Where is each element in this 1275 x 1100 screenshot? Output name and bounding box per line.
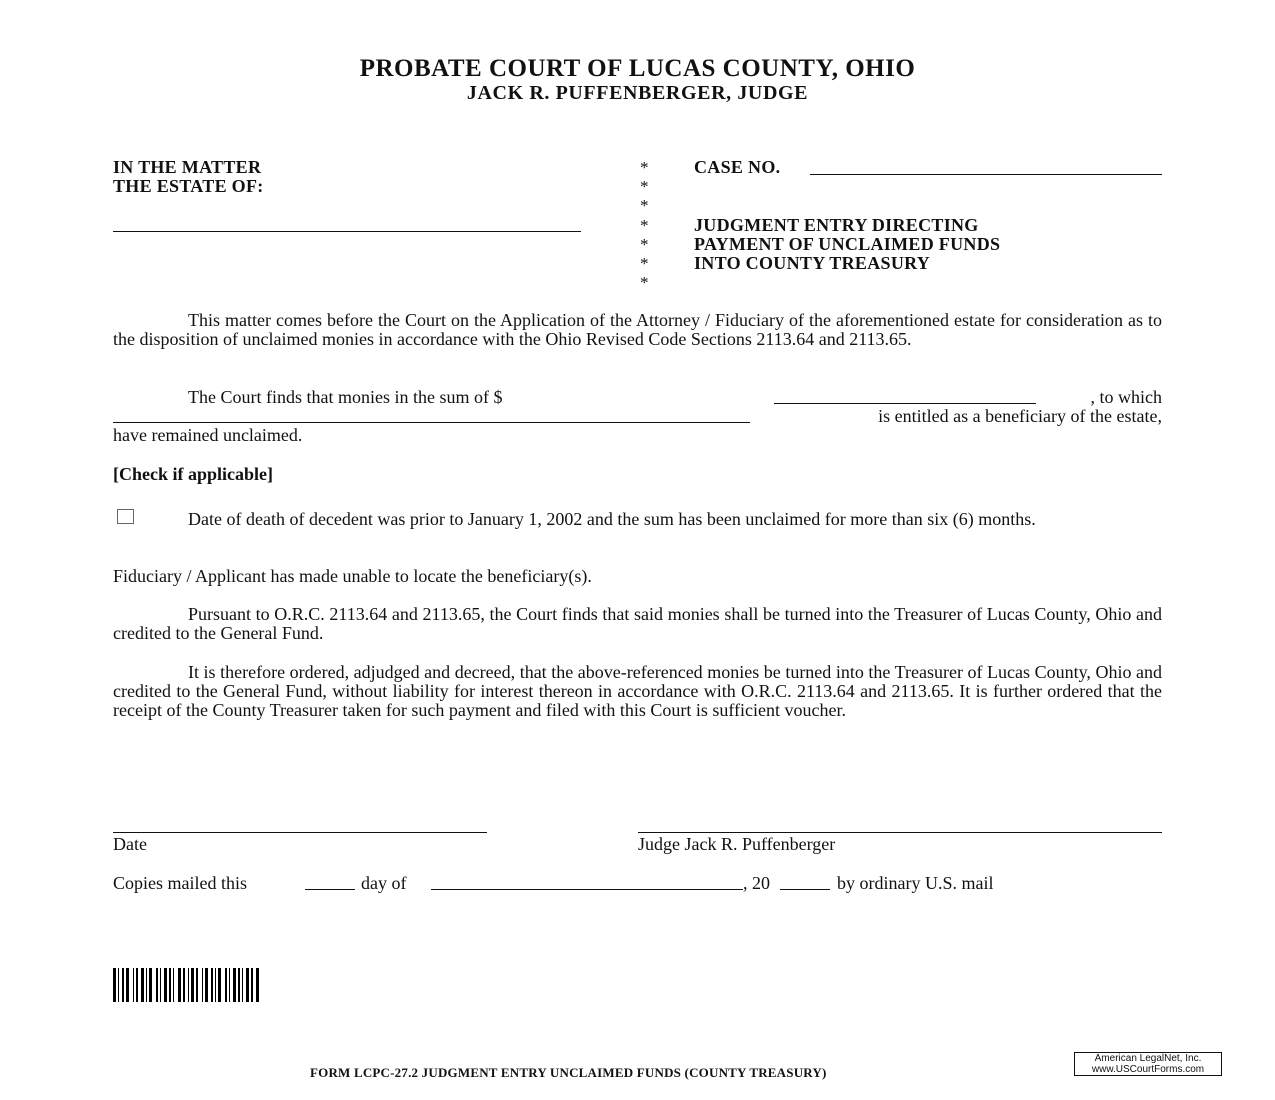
brand-box [1074, 1052, 1222, 1076]
unclaimed-text: have remained unclaimed. [113, 425, 303, 445]
judge-signature-line[interactable] [638, 832, 1162, 833]
estate-name-line[interactable] [113, 231, 581, 232]
copies-text-4: by ordinary U.S. mail [837, 873, 994, 893]
date-label: Date [113, 834, 147, 854]
judge-title: JACK R. PUFFENBERGER, JUDGE [466, 82, 809, 104]
brand-line-2: www.USCourtForms.com [1091, 1064, 1205, 1075]
copies-month-field[interactable] [431, 875, 743, 890]
copies-year-field[interactable] [780, 875, 830, 890]
paragraph-pursuant: Pursuant to O.R.C. 2113.64 and 2113.65, the Court finds that said monies shall be turned into the Treasurer of Lucas County, Ohio and credited to the General Fund. [113, 604, 1162, 643]
copies-text-3: , 20 [743, 873, 770, 893]
paragraph-application: This matter comes before the Court on the Application of the Attorney / Fiduciary of the aforementioned estate for consideration as to the disposition of unclaimed monies in accordance with the Ohio Revised Code Sections 2113.64 and 2113.65. [113, 310, 1162, 349]
entry-title-line-3: INTO COUNTY TREASURY [694, 253, 931, 273]
caption-star: * [640, 177, 649, 196]
entitled-text: is entitled as a beneficiary of the estate, [878, 406, 1162, 426]
court-title: PROBATE COURT OF LUCAS COUNTY, OHIO [359, 55, 916, 82]
sum-amount-field[interactable] [774, 389, 1036, 404]
case-no-label: CASE NO. [694, 157, 781, 177]
caption-star: * [640, 235, 649, 254]
form-footer: FORM LCPC-27.2 JUDGMENT ENTRY UNCLAIMED FUNDS (COUNTY TREASURY) [310, 1065, 827, 1080]
sum-text: The Court finds that monies in the sum of $ [188, 387, 503, 407]
entry-title-line-1: JUDGMENT ENTRY DIRECTING [694, 215, 979, 235]
copies-text-1: Copies mailed this [113, 873, 247, 893]
case-no-line[interactable] [810, 174, 1162, 175]
matter-line-1: IN THE MATTER [113, 157, 262, 177]
date-signature-line[interactable] [113, 832, 487, 833]
barcode-icon [113, 968, 319, 1002]
caption-star: * [640, 254, 649, 273]
caption-star: * [640, 196, 649, 215]
judge-label: Judge Jack R. Puffenberger [638, 834, 836, 854]
caption-star: * [640, 273, 649, 292]
check-heading: [Check if applicable] [113, 464, 273, 484]
date-of-death-text: Date of death of decedent was prior to January 1, 2002 and the sum has been unclaimed for more than six (6) months. [188, 509, 1036, 529]
entry-title-line-2: PAYMENT OF UNCLAIMED FUNDS [694, 234, 1001, 254]
caption-star: * [640, 158, 649, 177]
copies-text-2: day of [361, 873, 407, 893]
fiduciary-text: Fiduciary / Applicant has made unable to locate the beneficiary(s). [113, 566, 592, 586]
matter-line-2: THE ESTATE OF: [113, 176, 264, 196]
brand-line-1: American LegalNet, Inc. [1094, 1053, 1202, 1064]
beneficiary-name-field[interactable] [113, 408, 750, 423]
paragraph-order: It is therefore ordered, adjudged and decreed, that the above-referenced monies be turned into the Treasurer of Lucas County, Ohio and credited to the General Fund, without liability for interest thereon in accordance with O.R.C. 2113.64 and 2113.65. It is further ordered that the receipt of the County Treasurer taken for such payment and filed with this Court is sufficient voucher. [113, 662, 1162, 720]
paragraph-sum-line-1 [188, 388, 753, 407]
copies-day-field[interactable] [305, 875, 355, 890]
date-of-death-checkbox[interactable] [117, 509, 134, 524]
to-which-text: , to which [1090, 387, 1162, 407]
caption-star: * [640, 216, 649, 235]
